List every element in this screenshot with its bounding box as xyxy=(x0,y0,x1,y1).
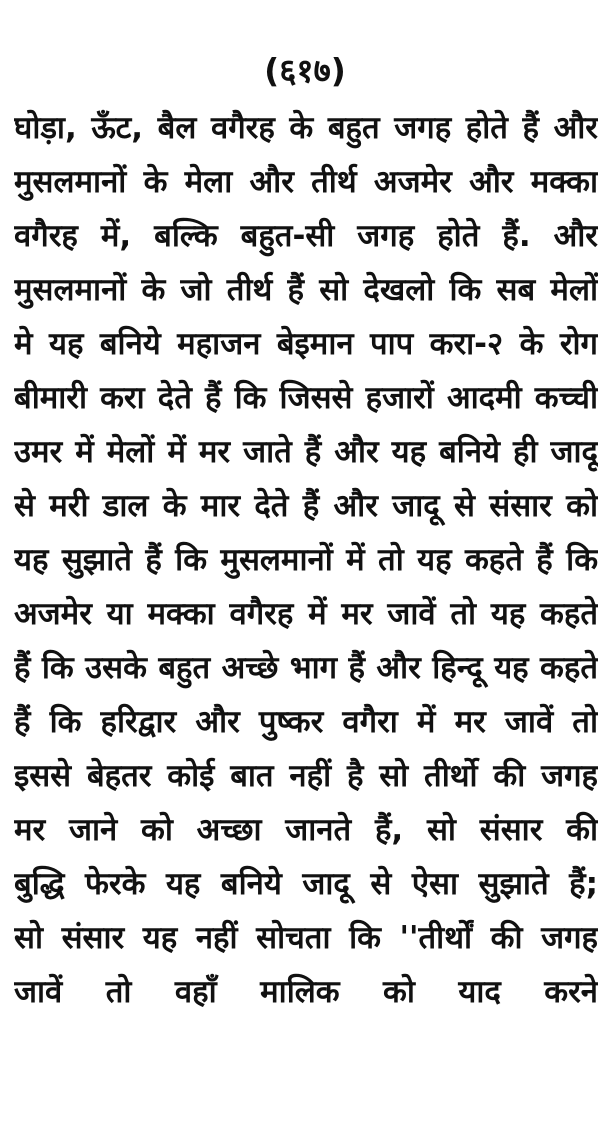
text-line: बुद्धि फेरके यह बनिये जादू से ऐसा सुझाते हैं; xyxy=(14,866,598,902)
text-line: यह सुझाते हैं कि मुसलमानों में तो यह कहते हैं कि xyxy=(14,542,598,578)
text-line: मे यह बनिये महाजन बेइमान पाप करा-२ के रोग xyxy=(14,326,598,362)
text-line: इससे बेहतर कोई बात नहीं है सो तीर्थो की जगह xyxy=(14,758,598,794)
text-line: बीमारी करा देते हैं कि जिससे हजारों आदमी कच्ची xyxy=(14,380,598,416)
text-line: जावें तो वहाँ मालिक को याद करने xyxy=(14,974,598,1010)
text-line: अजमेर या मक्का वगैरह में मर जावें तो यह कहते xyxy=(14,596,598,632)
text-line: वगैरह में, बल्कि बहुत-सी जगह होते हैं. और xyxy=(14,218,598,254)
text-line: उमर में मेलों में मर जाते हैं और यह बनिये ही जादू xyxy=(14,434,598,470)
text-line: हैं कि उसके बहुत अच्छे भाग हैं और हिन्दू यह कहते xyxy=(14,650,598,686)
text-line: मर जाने को अच्छा जानते हैं, सो संसार की xyxy=(14,812,598,848)
text-line: मुसलमानों के जो तीर्थ हैं सो देखलो कि सब मेलों xyxy=(14,272,598,308)
text-line: मुसलमानों के मेला और तीर्थ अजमेर और मक्का xyxy=(14,164,598,200)
text-line: से मरी डाल के मार देते हैं और जादू से संसार को xyxy=(14,488,598,524)
text-line: सो संसार यह नहीं सोचता कि ''तीर्थों की जगह xyxy=(14,920,598,956)
text-line: हैं कि हरिद्वार और पुष्कर वगैरा में मर जावें तो xyxy=(14,704,598,740)
body-text xyxy=(14,101,598,1019)
text-line: घोड़ा, ऊँट, बैल वगैरह के बहुत जगह होते हैं और xyxy=(14,110,598,146)
page-number: (६१७) xyxy=(264,51,346,90)
